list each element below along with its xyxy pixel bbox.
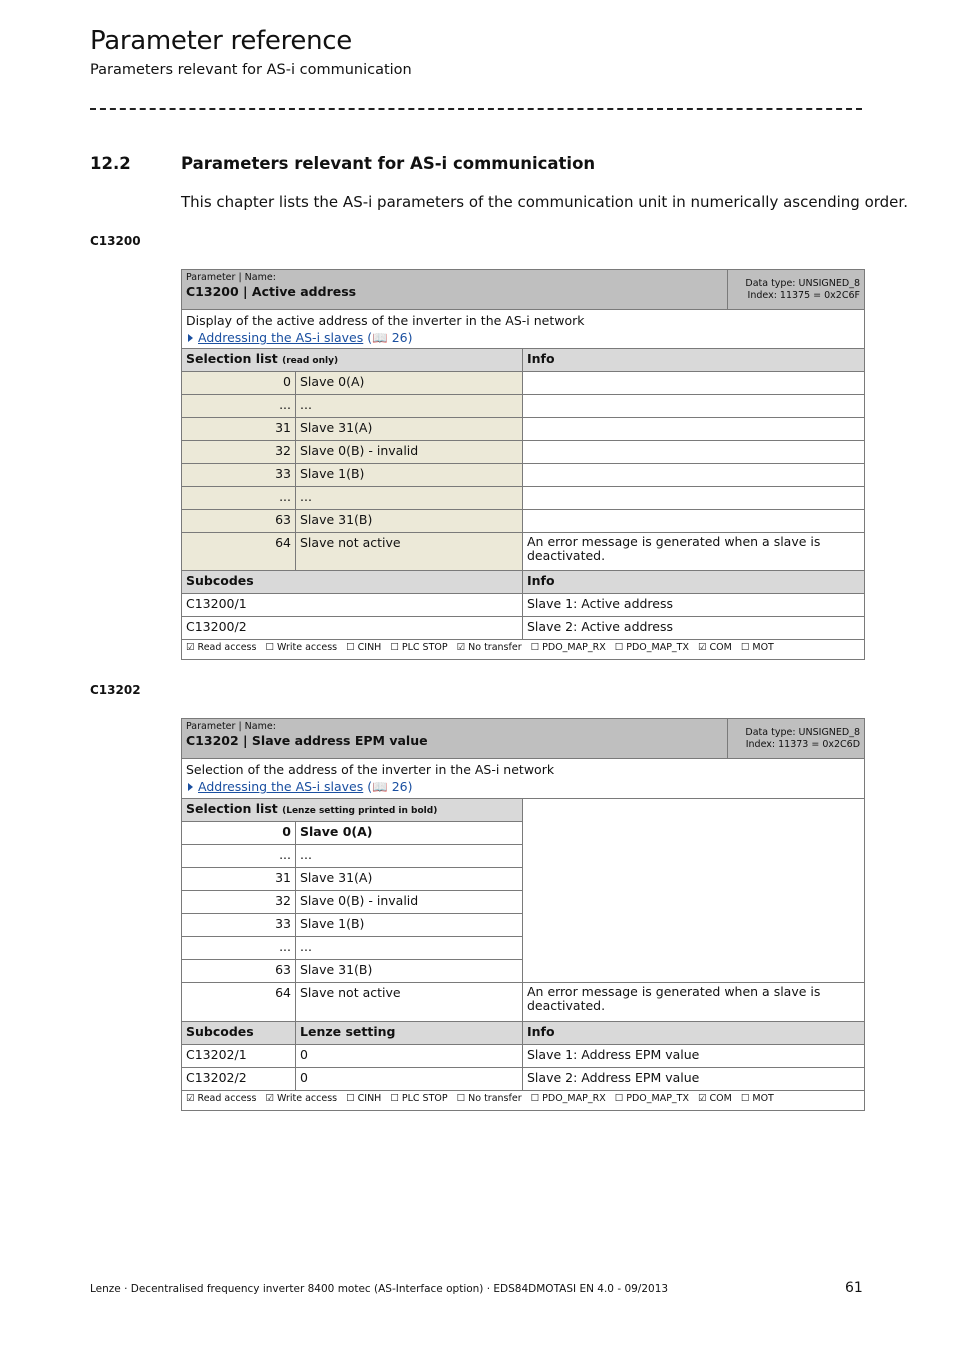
flag-no-transfer: ☑ No transfer — [456, 642, 522, 653]
option-text: Slave 0(B) - invalid — [296, 441, 523, 464]
option-text: ... — [296, 395, 523, 418]
option-info — [523, 441, 865, 464]
data-type: Data type: UNSIGNED_8 — [745, 726, 861, 738]
option-text: Slave 31(A) — [296, 868, 523, 891]
param-code-label: C13200 — [90, 234, 141, 248]
option-row — [182, 464, 865, 487]
data-type-cell — [728, 719, 865, 759]
param-code-label: C13202 — [90, 683, 141, 697]
info-header: Info — [523, 349, 865, 372]
param-index: Index: 11375 = 0x2C6F — [747, 289, 860, 301]
option-info — [523, 395, 865, 418]
option-info — [523, 510, 865, 533]
subcodes-info-header: Info — [523, 571, 865, 594]
param-index: Index: 11373 = 0x2C6D — [745, 738, 861, 750]
flag-mot: ☐ MOT — [740, 642, 774, 653]
param-description: Display of the active address of the inverter in the AS-i network — [186, 313, 585, 328]
option-text: Slave 0(A) — [296, 822, 523, 845]
option-text: Slave 31(A) — [296, 418, 523, 441]
flag-mot: ☐ MOT — [740, 1093, 774, 1104]
option-text: Slave 1(B) — [296, 914, 523, 937]
flag-pdo-map-rx: ☐ PDO_MAP_RX — [530, 642, 606, 653]
lenze-setting-header: Lenze setting — [296, 1022, 523, 1045]
flag-no-transfer: ☐ No transfer — [456, 1093, 522, 1104]
option-text: Slave 0(B) - invalid — [296, 891, 523, 914]
link-page-open: ( — [367, 779, 373, 794]
flags-row — [182, 1091, 865, 1111]
option-info — [523, 487, 865, 510]
option-value: ... — [182, 937, 296, 960]
option-text: Slave not active — [296, 983, 523, 1022]
option-text: Slave not active — [296, 533, 523, 571]
param-table-c13200 — [181, 269, 865, 660]
subcodes-header: Subcodes — [182, 571, 523, 594]
option-value: ... — [182, 487, 296, 510]
subcode-info: Slave 1: Address EPM value — [523, 1045, 865, 1068]
subcodes-header-row — [182, 1022, 865, 1045]
option-text: Slave 31(B) — [296, 510, 523, 533]
option-text: Slave 0(A) — [296, 372, 523, 395]
flag-write-access: ☐ Write access — [265, 642, 338, 653]
description-cell — [182, 759, 865, 799]
page-header-subtitle: Parameters relevant for AS-i communication — [90, 62, 412, 78]
subcode-row — [182, 617, 865, 640]
option-info — [523, 464, 865, 487]
option-value: 0 — [182, 372, 296, 395]
description-row — [182, 310, 865, 349]
flag-cinh: ☐ CINH — [346, 1093, 382, 1104]
link-page-open: ( — [367, 330, 373, 345]
option-value: 63 — [182, 960, 296, 983]
info-empty-cell — [523, 799, 865, 983]
section-heading — [90, 154, 595, 173]
option-value: 33 — [182, 464, 296, 487]
subcode-code: C13200/1 — [182, 594, 523, 617]
subcodes-info-header: Info — [523, 1022, 865, 1045]
header-divider — [90, 108, 862, 110]
subcode-code: C13202/1 — [182, 1045, 296, 1068]
param-name-cell — [182, 719, 728, 759]
flag-plc-stop: ☐ PLC STOP — [390, 642, 448, 653]
option-text: ... — [296, 487, 523, 510]
subcode-row — [182, 594, 865, 617]
addressing-link[interactable]: Addressing the AS-i slaves — [198, 330, 364, 345]
link-arrow-icon — [188, 783, 193, 791]
book-icon: 📖 — [372, 779, 388, 794]
option-text: ... — [296, 845, 523, 868]
footer-text: Lenze · Decentralised frequency inverter 8400 motec (AS-Interface option) · EDS84DMOTASI EN 4.0 - 09/2013 — [90, 1283, 669, 1295]
flag-read-access: ☑ Read access — [186, 642, 257, 653]
subcode-info: Slave 1: Active address — [523, 594, 865, 617]
option-value: 31 — [182, 868, 296, 891]
option-value: 33 — [182, 914, 296, 937]
option-value: ... — [182, 395, 296, 418]
selection-header: Selection list (read only) — [182, 349, 523, 372]
subcode-info: Slave 2: Active address — [523, 617, 865, 640]
param-name-cell — [182, 270, 728, 310]
link-page: 26) — [391, 330, 413, 345]
param-name-label: Parameter | Name: — [186, 721, 276, 732]
data-type: Data type: UNSIGNED_8 — [745, 277, 860, 289]
subcode-row — [182, 1045, 865, 1068]
option-row — [182, 487, 865, 510]
param-table-c13202 — [181, 718, 865, 1111]
flag-plc-stop: ☐ PLC STOP — [390, 1093, 448, 1104]
section-number: 12.2 — [90, 154, 131, 173]
book-icon: 📖 — [372, 330, 388, 345]
access-flags — [182, 640, 865, 660]
flags-row — [182, 640, 865, 660]
page-header-title: Parameter reference — [90, 26, 352, 56]
option-text: ... — [296, 937, 523, 960]
subcodes-header: Subcodes — [182, 1022, 296, 1045]
option-row — [182, 395, 865, 418]
option-info — [523, 418, 865, 441]
subcode-info: Slave 2: Address EPM value — [523, 1068, 865, 1091]
option-value: ... — [182, 845, 296, 868]
flag-pdo-map-tx: ☐ PDO_MAP_TX — [614, 642, 689, 653]
flag-read-access: ☑ Read access — [186, 1093, 257, 1104]
selection-header: Selection list (Lenze setting printed in bold) — [182, 799, 523, 822]
flag-pdo-map-tx: ☐ PDO_MAP_TX — [614, 1093, 689, 1104]
flag-com: ☑ COM — [698, 1093, 732, 1104]
param-name-label: Parameter | Name: — [186, 272, 276, 283]
link-arrow-icon — [188, 334, 193, 342]
description-row — [182, 759, 865, 799]
link-page: 26) — [391, 779, 413, 794]
description-cell — [182, 310, 865, 349]
page-number: 61 — [845, 1280, 863, 1296]
selection-header-row — [182, 799, 865, 822]
selection-header-row — [182, 349, 865, 372]
subcode-setting: 0 — [296, 1045, 523, 1068]
option-row — [182, 983, 865, 1022]
option-row — [182, 441, 865, 464]
flag-pdo-map-rx: ☐ PDO_MAP_RX — [530, 1093, 606, 1104]
subcodes-header-row — [182, 571, 865, 594]
option-value: 31 — [182, 418, 296, 441]
subcode-code: C13200/2 — [182, 617, 523, 640]
param-name: C13200 | Active address — [186, 284, 357, 299]
option-row — [182, 510, 865, 533]
option-row — [182, 418, 865, 441]
param-name: C13202 | Slave address EPM value — [186, 733, 428, 748]
param-description: Selection of the address of the inverter in the AS-i network — [186, 762, 555, 777]
option-value: 64 — [182, 533, 296, 571]
flag-com: ☑ COM — [698, 642, 732, 653]
option-info — [523, 372, 865, 395]
option-value: 0 — [182, 822, 296, 845]
option-text: Slave 31(B) — [296, 960, 523, 983]
subcode-code: C13202/2 — [182, 1068, 296, 1091]
option-row — [182, 533, 865, 571]
option-info: An error message is generated when a slave is deactivated. — [523, 533, 865, 571]
option-value: 63 — [182, 510, 296, 533]
option-info: An error message is generated when a slave is deactivated. — [523, 983, 865, 1022]
option-text: Slave 1(B) — [296, 464, 523, 487]
section-title: Parameters relevant for AS-i communication — [181, 154, 596, 173]
param-header-row — [182, 270, 865, 310]
option-value: 32 — [182, 441, 296, 464]
section-intro: This chapter lists the AS-i parameters of the communication unit in numerically ascending order. — [181, 193, 908, 211]
access-flags — [182, 1091, 865, 1111]
flag-write-access: ☑ Write access — [265, 1093, 338, 1104]
data-type-cell — [728, 270, 865, 310]
option-value: 64 — [182, 983, 296, 1022]
param-header-row — [182, 719, 865, 759]
addressing-link[interactable]: Addressing the AS-i slaves — [198, 779, 364, 794]
option-row — [182, 372, 865, 395]
subcode-setting: 0 — [296, 1068, 523, 1091]
option-value: 32 — [182, 891, 296, 914]
flag-cinh: ☐ CINH — [346, 642, 382, 653]
subcode-row — [182, 1068, 865, 1091]
